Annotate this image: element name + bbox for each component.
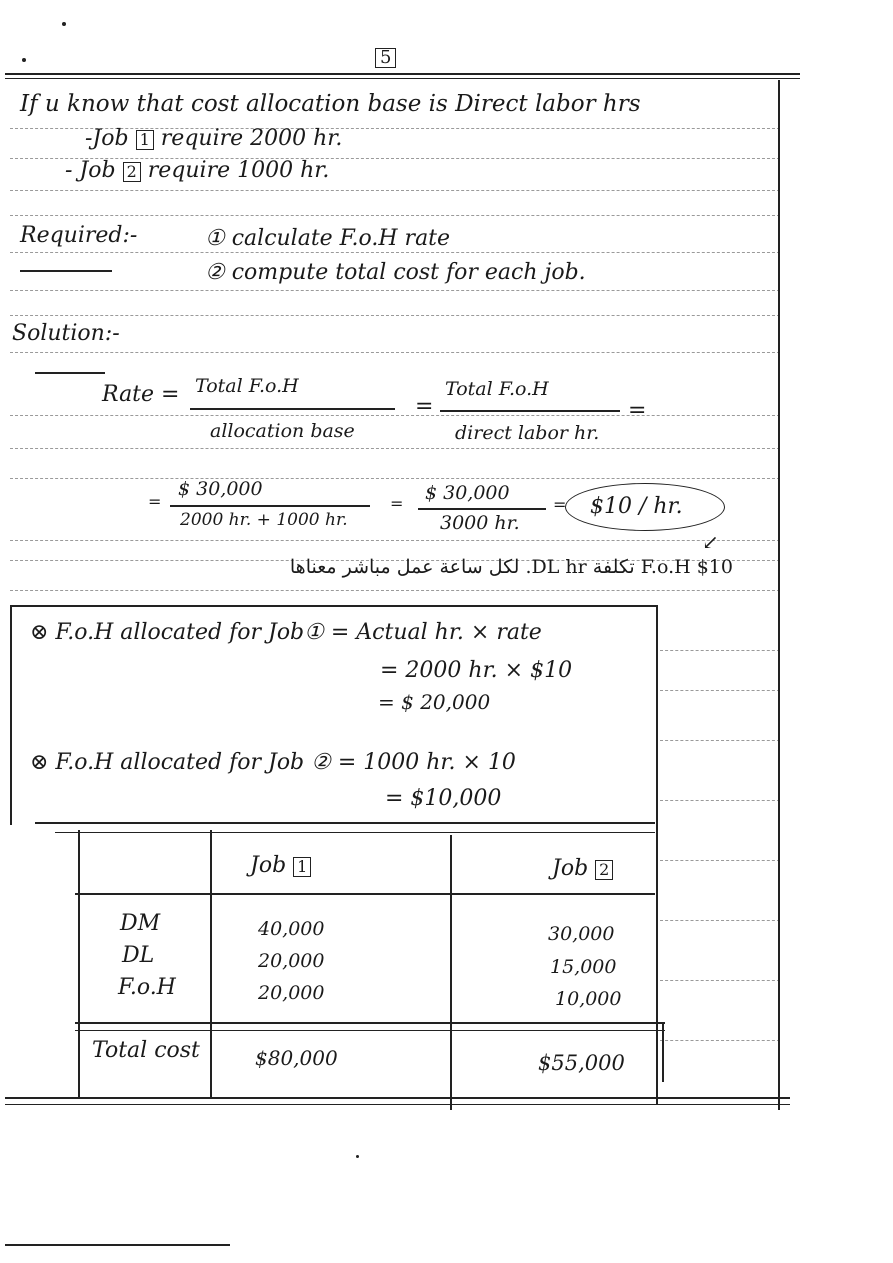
equals-sign: =	[390, 494, 404, 513]
equals-sign: =	[415, 394, 434, 419]
job-number-box: 2	[595, 860, 613, 880]
top-rule	[5, 73, 800, 75]
fraction-2-denominator: direct labor hr.	[455, 422, 600, 444]
fraction-1-denominator: allocation base	[210, 420, 355, 442]
job2-dm-value: 30,000	[548, 923, 615, 945]
fraction-4-numerator: $ 30,000	[425, 482, 510, 504]
fraction-1-bar	[190, 408, 395, 410]
job-number-box: 2	[123, 162, 141, 182]
row-label-dl: DL	[122, 943, 155, 968]
bottom-rule-2	[5, 1104, 790, 1105]
job1-foh-value: 20,000	[258, 982, 325, 1004]
required-item-2: ② compute total cost for each job.	[205, 260, 586, 285]
fraction-3-bar	[170, 505, 370, 507]
job1-requirement: -Job 1 require 2000 hr.	[85, 126, 343, 151]
allocation-job1-result: = $ 20,000	[378, 690, 491, 714]
row-label-dm: DM	[120, 911, 161, 936]
solution-underline	[35, 372, 105, 374]
allocation-job1-calc: = 2000 hr. × $10	[380, 658, 573, 683]
corner-dot	[62, 22, 66, 26]
total-job1: $80,000	[255, 1046, 338, 1070]
arabic-note: F.o.H $10 تكلفة DL hr. لكل ساعة عمل مباشر معناها	[289, 556, 733, 578]
equals-sign: =	[553, 495, 567, 514]
allocation-job1-line: ⊗ F.o.H allocated for Job① = Actual hr. × rate	[30, 620, 542, 645]
fraction-2-bar	[440, 410, 620, 412]
fraction-4-denominator: 3000 hr.	[440, 512, 520, 534]
corner-dot	[22, 58, 26, 62]
job-number-box: 1	[136, 130, 154, 150]
row-label-foh: F.o.H	[118, 975, 176, 1000]
table-header-job1: Job 1	[250, 855, 311, 877]
total-job2: $55,000	[538, 1051, 625, 1075]
job2-dl-value: 15,000	[550, 956, 617, 978]
footer-rule	[5, 1244, 230, 1246]
page-number: 5	[375, 48, 396, 68]
top-rule-2	[5, 78, 800, 79]
fraction-2-numerator: Total F.o.H	[445, 378, 549, 400]
job-number-box: 1	[293, 857, 311, 877]
allocation-job2-line: ⊗ F.o.H allocated for Job ② = 1000 hr. × 10	[30, 750, 516, 775]
job1-dl-value: 20,000	[258, 950, 325, 972]
rate-label: Rate =	[102, 382, 180, 407]
footer-dot	[356, 1155, 359, 1158]
equals-sign: =	[148, 492, 162, 511]
right-margin-line	[778, 80, 780, 1110]
fraction-3-numerator: $ 30,000	[178, 478, 263, 500]
job1-dm-value: 40,000	[258, 918, 325, 940]
job2-foh-value: 10,000	[555, 988, 622, 1010]
equals-sign: =	[628, 398, 647, 423]
total-cost-label: Total cost	[92, 1038, 200, 1063]
intro-line: If u know that cost allocation base is Direct labor hrs	[20, 91, 641, 117]
job2-requirement: - Job 2 require 1000 hr.	[65, 158, 330, 183]
arrow-down-icon: ↙	[702, 530, 719, 554]
fraction-4-bar	[418, 508, 546, 510]
fraction-3-denominator: 2000 hr. + 1000 hr.	[180, 510, 348, 530]
required-underline	[20, 270, 112, 272]
allocation-job2-result: = $10,000	[385, 786, 502, 811]
solution-label: Solution:-	[12, 321, 120, 346]
required-label: Required:-	[20, 223, 138, 248]
bottom-rule	[5, 1097, 790, 1099]
fraction-1-numerator: Total F.o.H	[195, 375, 299, 397]
rate-result: $10 / hr.	[590, 494, 683, 519]
table-header-job2: Job 2	[552, 858, 613, 880]
required-item-1: ① calculate F.o.H rate	[205, 226, 451, 251]
